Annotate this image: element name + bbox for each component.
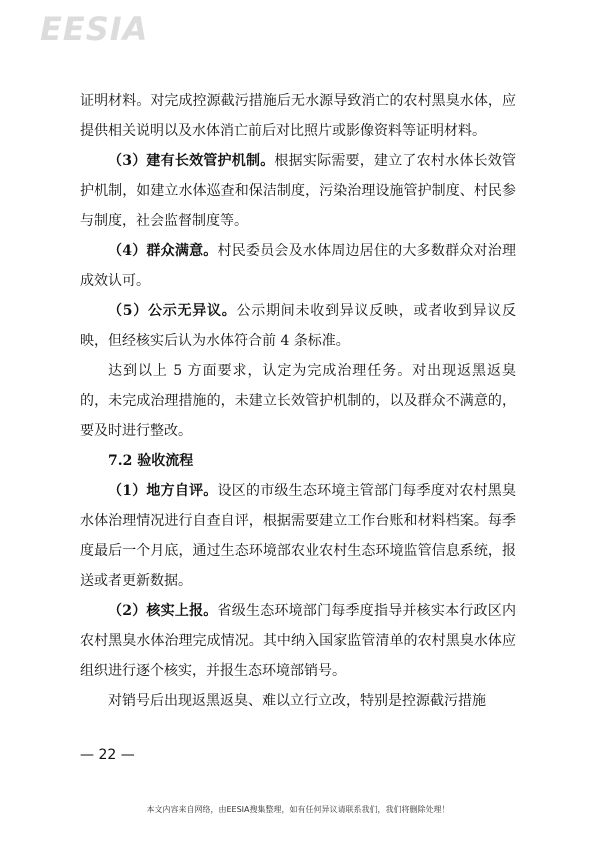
- paragraph-text: 达到以上 5 方面要求，认定为完成治理任务。对出现返黑返臭的，未完成治理措施的，未建立长效管护机制的，以及群众不满意的，要及时进行整改。: [80, 363, 516, 439]
- paragraph-continued: [80, 86, 516, 146]
- paragraph-lead: （1）地方自评。: [108, 483, 218, 499]
- paragraph-lead: （3）建有长效管护机制。: [108, 153, 275, 169]
- paragraph-text: 设区的市级生态环境主管部门每季度对农村黑臭水体治理情况进行自查自评，根据需要建立工作台账和材料档案。每季度最后一个月底，通过生态环境部农业农村生态环境监管信息系统，报送或者更新数据。: [80, 483, 516, 589]
- paragraph-summary: [80, 356, 516, 446]
- paragraph-text: 对销号后出现返黑返臭、难以立行立改，特别是控源截污措施: [108, 693, 486, 709]
- paragraph-text: 村民委员会及水体周边居住的大多数群众对治理成效认可。: [80, 243, 516, 289]
- paragraph-local-self-evaluation: [80, 476, 516, 596]
- paragraph-text: 根据实际需要，建立了农村水体长效管护机制，如建立水体巡查和保洁制度，污染治理设施管护制度、村民参与制度，社会监督制度等。: [80, 153, 516, 229]
- paragraph-no-objection: [80, 296, 516, 356]
- paragraph-text: 证明材料。对完成控源截污措施后无水源导致消亡的农村黑臭水体，应提供相关说明以及水体消亡前后对比照片或影像资料等证明材料。: [80, 93, 516, 139]
- paragraph-text: 公示期间未收到异议反映，或者收到异议反映，但经核实后认为水体符合前 4 条标准。: [80, 303, 516, 349]
- paragraph-lead: （5）公示无异议。: [108, 303, 237, 319]
- paragraph-long-term-maintenance: [80, 146, 516, 236]
- footer-note: 本文内容来自网络，由EESIA搜集整理，如有任何异议请联系我们，我们将删除处理！: [146, 805, 450, 814]
- page-number: — 22 —: [80, 747, 135, 763]
- paragraph-lead: （2）核实上报。: [108, 603, 218, 619]
- paragraph-lead: （4）群众满意。: [108, 243, 218, 259]
- eesia-logo: EESIA: [40, 10, 149, 48]
- paragraph-after-cancellation: [80, 686, 516, 716]
- paragraph-public-satisfaction: [80, 236, 516, 296]
- section-heading: 7.2 验收流程: [108, 453, 194, 469]
- paragraph-verification-report: [80, 596, 516, 686]
- document-body: [80, 86, 516, 716]
- paragraph-text: 省级生态环境部门每季度指导并核实本行政区内农村黑臭水体治理完成情况。其中纳入国家监管清单的农村黑臭水体应组织进行逐个核实，并报生态环境部销号。: [80, 603, 516, 679]
